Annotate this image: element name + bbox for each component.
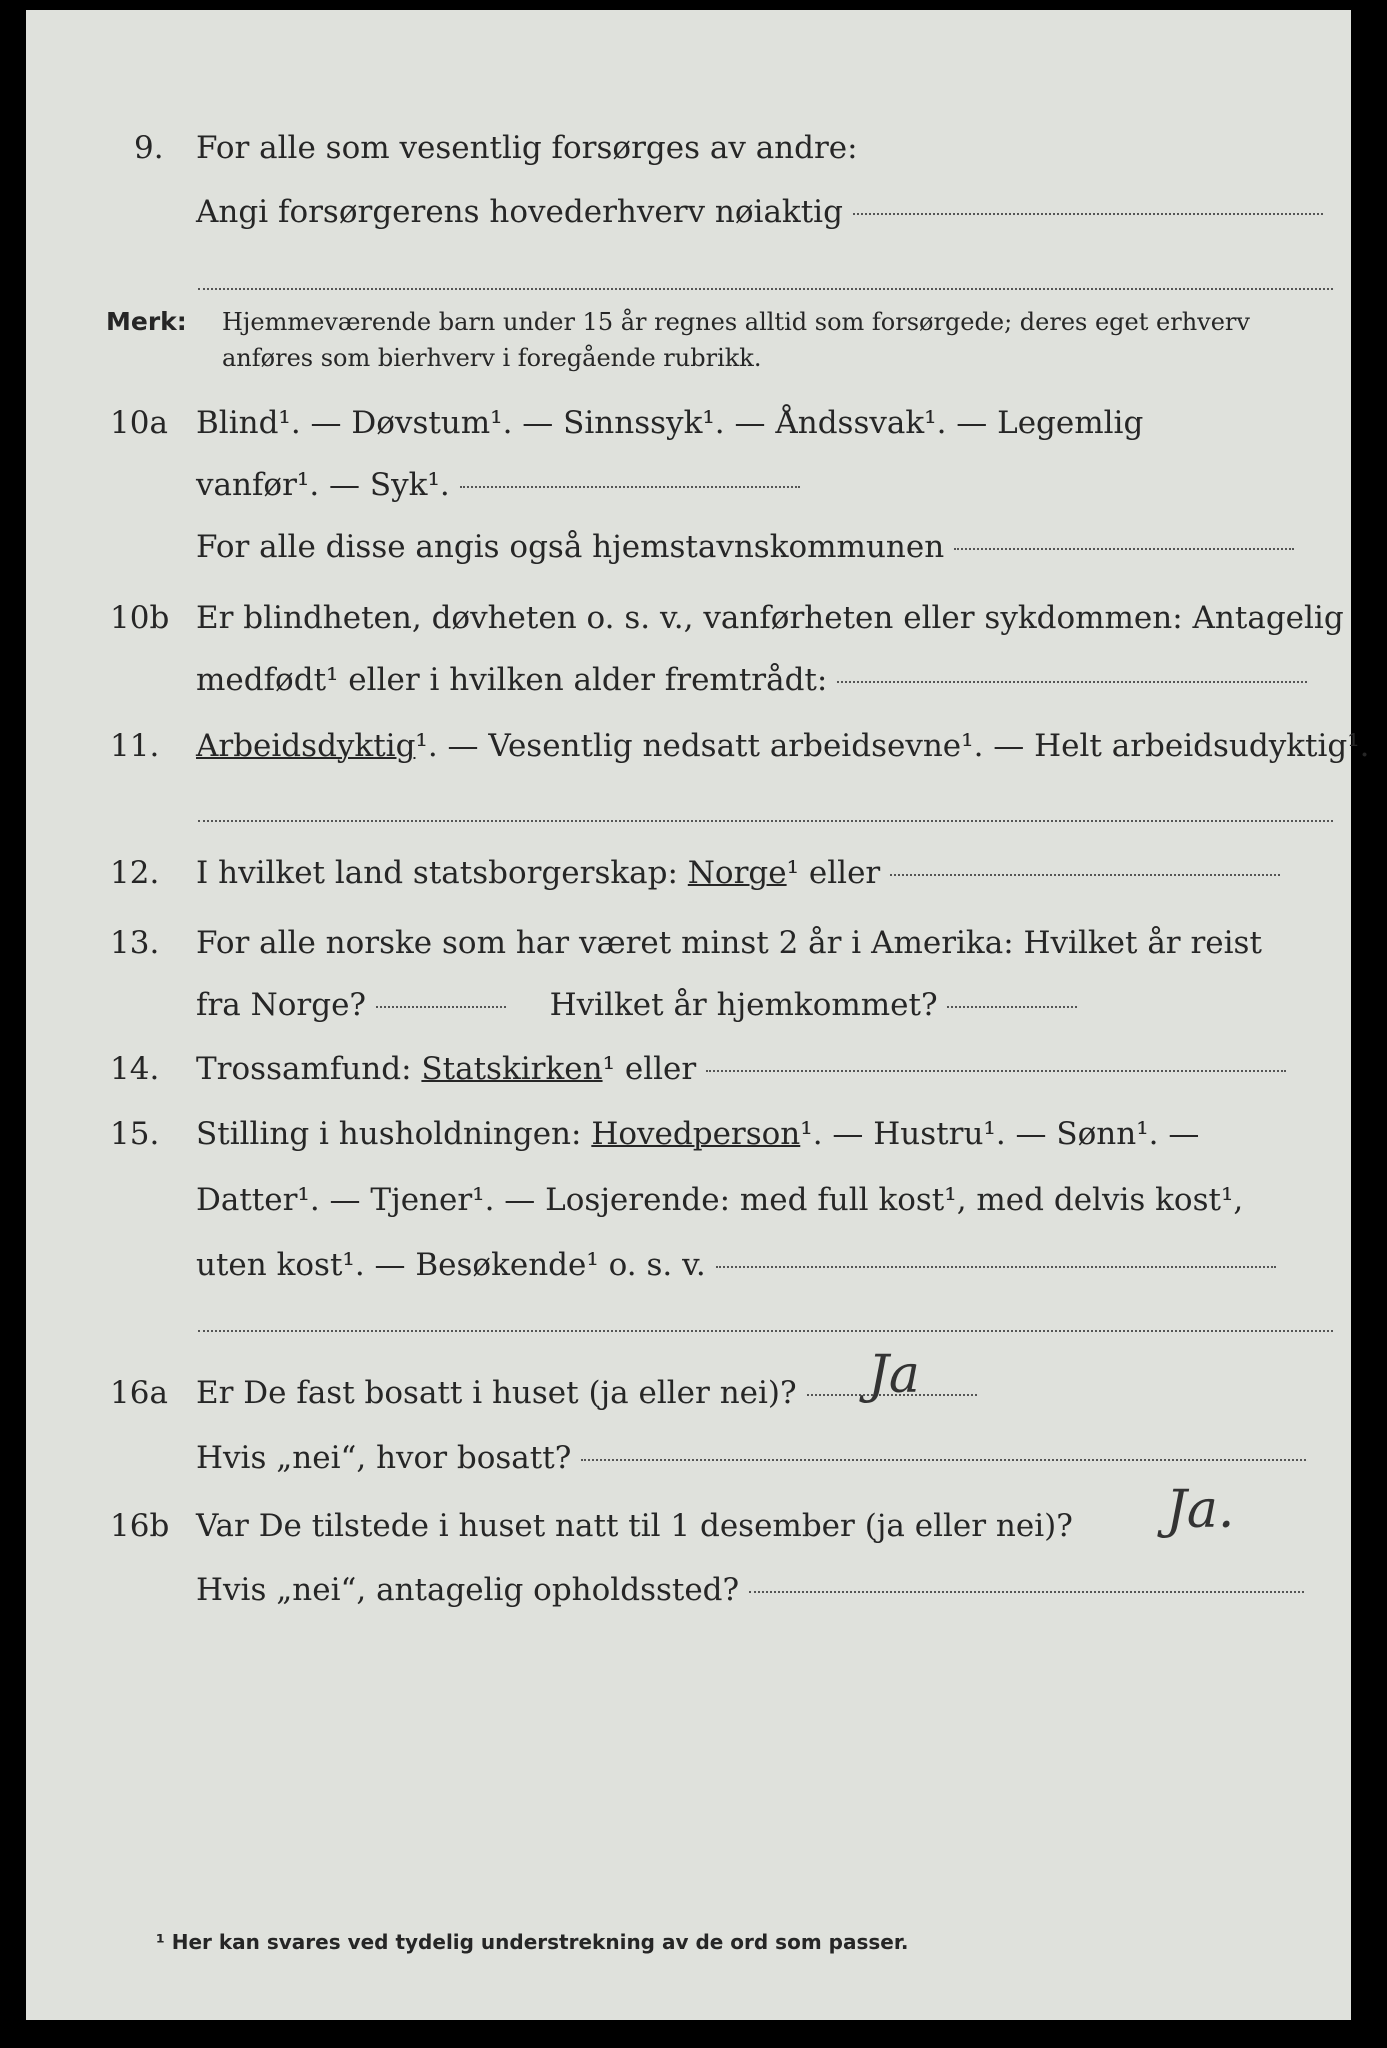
q10a-line2-text: vanfør¹. — Syk¹.	[196, 467, 450, 503]
q10a-line1: Blind¹. — Døvstum¹. — Sinnssyk¹. — Åndssvak¹. — Legemlig	[196, 405, 1144, 441]
q14-line1	[196, 1049, 1351, 1089]
q15-line3	[196, 1245, 1351, 1285]
q16a-handwritten-answer: Ja	[868, 1345, 920, 1405]
merk-label: Merk:	[106, 307, 187, 336]
q16b-line1: Var De tilstede i huset natt til 1 desember (ja eller nei)?	[196, 1508, 1073, 1544]
q11-number: 11.	[110, 728, 160, 764]
q10b-answer-field[interactable]	[837, 681, 1307, 683]
q9-number: 9.	[134, 130, 164, 166]
q15-answer-field[interactable]	[716, 1266, 1276, 1268]
q10b-line1: Er blindheten, døvheten o. s. v., vanførheten eller sykdommen: Antagelig	[196, 600, 1344, 636]
q16a-bosatt-field[interactable]	[581, 1459, 1306, 1461]
q10a-number: 10a	[110, 405, 168, 441]
q12-line1	[196, 853, 1351, 893]
q16a-line2-text: Hvis „nei“, hvor bosatt?	[196, 1440, 572, 1476]
q15-post: ¹. — Hustru¹. — Sønn¹. —	[800, 1116, 1200, 1152]
q16b-opholdssted-field[interactable]	[749, 1591, 1304, 1593]
q16b-number: 16b	[110, 1508, 170, 1544]
q9-answer-field[interactable]	[853, 213, 1323, 215]
q15-line1	[196, 1114, 1351, 1154]
q10a-syk-field[interactable]	[460, 486, 800, 488]
q12-option-norge[interactable]: Norge	[687, 855, 787, 891]
q14-option-statskirken[interactable]: Statskirken	[421, 1051, 603, 1087]
q10b-line2	[196, 660, 1351, 700]
q13-line2	[196, 985, 1351, 1025]
q10a-line3-text: For alle disse angis også hjemstavnskommunen	[196, 529, 945, 565]
q9-line1: For alle som vesentlig forsørges av andre:	[196, 130, 858, 166]
q14-pre: Trossamfund:	[196, 1051, 412, 1087]
q15-line2: Datter¹. — Tjener¹. — Losjerende: med full kost¹, med delvis kost¹,	[196, 1182, 1244, 1218]
q12-number: 12.	[110, 855, 160, 891]
q10b-number: 10b	[110, 600, 170, 636]
q13-line2b: Hvilket år hjemkommet?	[549, 987, 938, 1023]
q16b-handwritten-answer: Ja.	[1166, 1480, 1235, 1540]
q11-answer-line[interactable]	[198, 820, 1333, 822]
q16a-line1	[196, 1373, 1351, 1413]
q15-line3-text: uten kost¹. — Besøkende¹ o. s. v.	[196, 1247, 706, 1283]
q13-reist-field[interactable]	[376, 1006, 506, 1008]
q16b-line2-text: Hvis „nei“, antagelig opholdssted?	[196, 1572, 740, 1608]
q11-line1	[196, 726, 1370, 766]
q13-line1: For alle norske som har været minst 2 år i Amerika: Hvilket år reist	[196, 925, 1262, 961]
q13-line2a: fra Norge?	[196, 987, 367, 1023]
q11-rest: ¹. — Vesentlig nedsatt arbeidsevne¹. — Helt arbeidsudyktig¹.	[415, 728, 1370, 764]
q16a-line2	[196, 1438, 1351, 1478]
q13-number: 13.	[110, 925, 160, 961]
q15-pre: Stilling i husholdningen:	[196, 1116, 582, 1152]
q12-post: ¹ eller	[786, 855, 881, 891]
q15-number: 15.	[110, 1116, 160, 1152]
q14-answer-field[interactable]	[706, 1070, 1286, 1072]
q14-post: ¹ eller	[602, 1051, 697, 1087]
q9-answer-line[interactable]	[198, 288, 1333, 290]
merk-line2: anføres som bierhverv i foregående rubrikk.	[222, 344, 762, 372]
q16a-number: 16a	[110, 1375, 168, 1411]
q14-number: 14.	[110, 1051, 160, 1087]
q9-line2	[196, 192, 1351, 232]
q10a-kommune-field[interactable]	[954, 548, 1294, 550]
footnote: ¹ Her kan svares ved tydelig understrekning av de ord som passer.	[156, 1930, 909, 1954]
q9-line2-text: Angi forsørgerens hovederhverv nøiaktig	[196, 194, 843, 230]
q16b-line2	[196, 1570, 1351, 1610]
census-form-page	[26, 10, 1370, 2020]
q16a-line1-text: Er De fast bosatt i huset (ja eller nei)?	[196, 1375, 797, 1411]
q10b-line2-text: medfødt¹ eller i hvilken alder fremtrådt:	[196, 662, 828, 698]
q10a-line2	[196, 465, 1351, 505]
q15-option-hovedperson[interactable]: Hovedperson	[591, 1116, 801, 1152]
q15-answer-line[interactable]	[198, 1330, 1333, 1332]
merk-line1: Hjemmeværende barn under 15 år regnes alltid som forsørgede; deres eget erhverv	[222, 308, 1250, 336]
q10a-line3	[196, 527, 1351, 567]
q12-pre: I hvilket land statsborgerskap:	[196, 855, 678, 891]
q13-hjemkommet-field[interactable]	[947, 1006, 1077, 1008]
q12-answer-field[interactable]	[890, 874, 1280, 876]
q11-option-arbeidsdyktig[interactable]: Arbeidsdyktig	[196, 728, 416, 764]
